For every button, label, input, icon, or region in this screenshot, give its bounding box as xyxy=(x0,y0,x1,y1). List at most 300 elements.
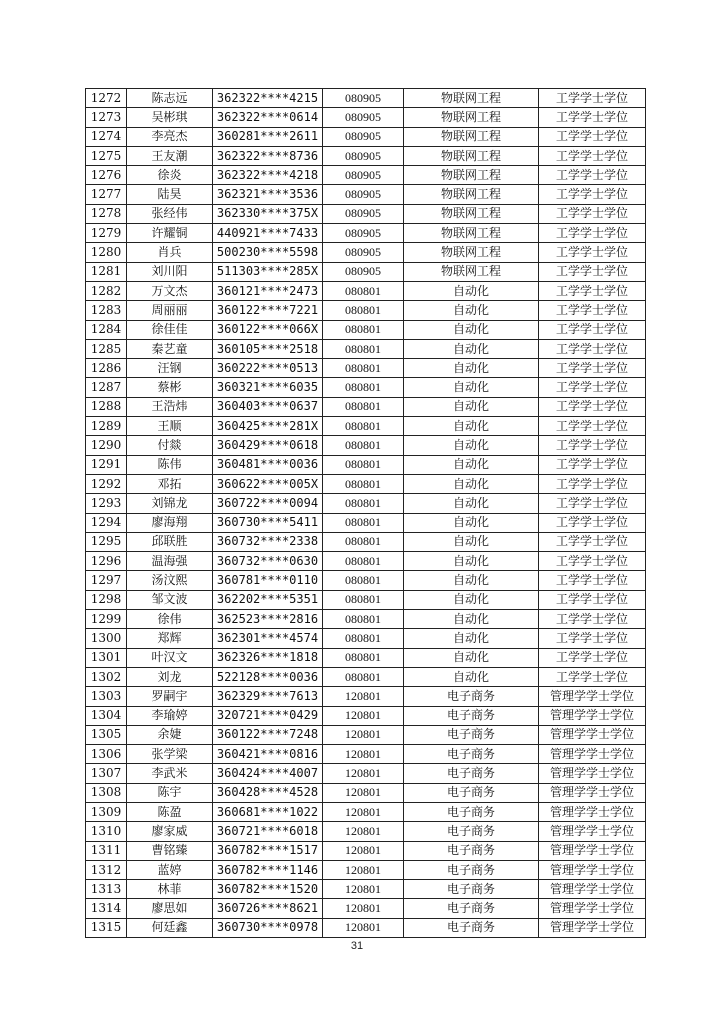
major-code-cell: 080905 xyxy=(323,146,404,165)
student-name-cell: 刘川阳 xyxy=(127,262,213,281)
row-number-cell: 1284 xyxy=(86,320,127,339)
major-code-cell: 080905 xyxy=(323,185,404,204)
table-row xyxy=(86,339,646,358)
row-number-cell: 1302 xyxy=(86,667,127,686)
major-name-cell: 自动化 xyxy=(404,301,539,320)
student-name-cell: 廖思如 xyxy=(127,899,213,918)
id-number-cell: 500230****5598 xyxy=(213,243,323,262)
id-number-cell: 362321****3536 xyxy=(213,185,323,204)
table-row xyxy=(86,89,646,108)
degree-cell: 工学学士学位 xyxy=(539,89,646,108)
row-number-cell: 1277 xyxy=(86,185,127,204)
degree-cell: 工学学士学位 xyxy=(539,378,646,397)
student-name-cell: 蓝婷 xyxy=(127,860,213,879)
row-number-cell: 1304 xyxy=(86,706,127,725)
table-row xyxy=(86,204,646,223)
degree-cell: 工学学士学位 xyxy=(539,359,646,378)
degree-cell: 工学学士学位 xyxy=(539,262,646,281)
id-number-cell: 362322****0614 xyxy=(213,108,323,127)
row-number-cell: 1296 xyxy=(86,552,127,571)
major-name-cell: 自动化 xyxy=(404,281,539,300)
major-name-cell: 自动化 xyxy=(404,417,539,436)
table-row xyxy=(86,281,646,300)
major-code-cell: 120801 xyxy=(323,899,404,918)
student-name-cell: 温海强 xyxy=(127,552,213,571)
major-name-cell: 电子商务 xyxy=(404,860,539,879)
major-code-cell: 120801 xyxy=(323,706,404,725)
row-number-cell: 1291 xyxy=(86,455,127,474)
major-code-cell: 120801 xyxy=(323,783,404,802)
degree-cell: 工学学士学位 xyxy=(539,281,646,300)
table-row xyxy=(86,571,646,590)
id-number-cell: 360424****4007 xyxy=(213,764,323,783)
row-number-cell: 1314 xyxy=(86,899,127,918)
row-number-cell: 1288 xyxy=(86,397,127,416)
id-number-cell: 360622****005X xyxy=(213,474,323,493)
student-name-cell: 刘龙 xyxy=(127,667,213,686)
degree-cell: 工学学士学位 xyxy=(539,417,646,436)
major-code-cell: 080905 xyxy=(323,166,404,185)
id-number-cell: 360721****6018 xyxy=(213,822,323,841)
degree-cell: 工学学士学位 xyxy=(539,127,646,146)
id-number-cell: 360782****1517 xyxy=(213,841,323,860)
table-row xyxy=(86,667,646,686)
row-number-cell: 1312 xyxy=(86,860,127,879)
major-code-cell: 080905 xyxy=(323,262,404,281)
student-name-cell: 刘锦龙 xyxy=(127,494,213,513)
id-number-cell: 362330****375X xyxy=(213,204,323,223)
major-name-cell: 自动化 xyxy=(404,455,539,474)
degree-cell: 工学学士学位 xyxy=(539,532,646,551)
table-row xyxy=(86,687,646,706)
degree-cell: 工学学士学位 xyxy=(539,436,646,455)
major-code-cell: 080801 xyxy=(323,281,404,300)
major-name-cell: 自动化 xyxy=(404,552,539,571)
row-number-cell: 1289 xyxy=(86,417,127,436)
major-name-cell: 物联网工程 xyxy=(404,146,539,165)
id-number-cell: 360281****2611 xyxy=(213,127,323,146)
row-number-cell: 1276 xyxy=(86,166,127,185)
student-name-cell: 李武米 xyxy=(127,764,213,783)
major-name-cell: 物联网工程 xyxy=(404,243,539,262)
table-row xyxy=(86,301,646,320)
major-name-cell: 自动化 xyxy=(404,494,539,513)
table-row xyxy=(86,610,646,629)
id-number-cell: 360481****0036 xyxy=(213,455,323,474)
student-name-cell: 张学梁 xyxy=(127,745,213,764)
id-number-cell: 360403****0637 xyxy=(213,397,323,416)
id-number-cell: 360781****0110 xyxy=(213,571,323,590)
major-code-cell: 080905 xyxy=(323,204,404,223)
major-name-cell: 电子商务 xyxy=(404,918,539,937)
student-name-cell: 何廷鑫 xyxy=(127,918,213,937)
degree-cell: 管理学学士学位 xyxy=(539,745,646,764)
major-code-cell: 120801 xyxy=(323,918,404,937)
row-number-cell: 1281 xyxy=(86,262,127,281)
id-number-cell: 360730****5411 xyxy=(213,513,323,532)
major-name-cell: 电子商务 xyxy=(404,880,539,899)
id-number-cell: 362326****1818 xyxy=(213,648,323,667)
major-code-cell: 080801 xyxy=(323,378,404,397)
major-code-cell: 080905 xyxy=(323,89,404,108)
id-number-cell: 362322****4218 xyxy=(213,166,323,185)
table-row xyxy=(86,552,646,571)
row-number-cell: 1280 xyxy=(86,243,127,262)
id-number-cell: 362322****8736 xyxy=(213,146,323,165)
major-name-cell: 电子商务 xyxy=(404,764,539,783)
major-code-cell: 080905 xyxy=(323,224,404,243)
row-number-cell: 1311 xyxy=(86,841,127,860)
row-number-cell: 1285 xyxy=(86,339,127,358)
table-row xyxy=(86,590,646,609)
major-code-cell: 080801 xyxy=(323,532,404,551)
major-code-cell: 080801 xyxy=(323,301,404,320)
degree-cell: 工学学士学位 xyxy=(539,166,646,185)
id-number-cell: 362322****4215 xyxy=(213,89,323,108)
student-name-cell: 汪钢 xyxy=(127,359,213,378)
major-code-cell: 080801 xyxy=(323,590,404,609)
major-name-cell: 自动化 xyxy=(404,629,539,648)
major-code-cell: 120801 xyxy=(323,725,404,744)
student-name-cell: 徐炎 xyxy=(127,166,213,185)
table-row xyxy=(86,436,646,455)
row-number-cell: 1305 xyxy=(86,725,127,744)
table-row xyxy=(86,262,646,281)
major-name-cell: 自动化 xyxy=(404,590,539,609)
row-number-cell: 1287 xyxy=(86,378,127,397)
table-row xyxy=(86,532,646,551)
major-name-cell: 电子商务 xyxy=(404,822,539,841)
major-name-cell: 电子商务 xyxy=(404,899,539,918)
student-name-cell: 廖家威 xyxy=(127,822,213,841)
degree-cell: 工学学士学位 xyxy=(539,667,646,686)
major-code-cell: 080905 xyxy=(323,127,404,146)
major-code-cell: 080905 xyxy=(323,243,404,262)
major-code-cell: 080801 xyxy=(323,629,404,648)
major-code-cell: 120801 xyxy=(323,880,404,899)
table-row xyxy=(86,783,646,802)
table-row xyxy=(86,764,646,783)
major-code-cell: 080801 xyxy=(323,648,404,667)
table-row xyxy=(86,474,646,493)
degree-cell: 工学学士学位 xyxy=(539,455,646,474)
degree-cell: 工学学士学位 xyxy=(539,648,646,667)
major-code-cell: 080801 xyxy=(323,571,404,590)
major-code-cell: 120801 xyxy=(323,687,404,706)
student-name-cell: 徐佳佳 xyxy=(127,320,213,339)
row-number-cell: 1299 xyxy=(86,610,127,629)
row-number-cell: 1279 xyxy=(86,224,127,243)
student-name-cell: 陈盈 xyxy=(127,802,213,821)
student-name-cell: 周丽丽 xyxy=(127,301,213,320)
major-name-cell: 电子商务 xyxy=(404,802,539,821)
major-name-cell: 电子商务 xyxy=(404,783,539,802)
major-code-cell: 120801 xyxy=(323,822,404,841)
student-name-cell: 王友潮 xyxy=(127,146,213,165)
degree-cell: 工学学士学位 xyxy=(539,552,646,571)
table-row xyxy=(86,918,646,937)
major-name-cell: 自动化 xyxy=(404,397,539,416)
table-row xyxy=(86,494,646,513)
row-number-cell: 1273 xyxy=(86,108,127,127)
major-name-cell: 自动化 xyxy=(404,667,539,686)
major-name-cell: 自动化 xyxy=(404,610,539,629)
id-number-cell: 362301****4574 xyxy=(213,629,323,648)
table-row xyxy=(86,629,646,648)
major-name-cell: 物联网工程 xyxy=(404,185,539,204)
major-name-cell: 物联网工程 xyxy=(404,89,539,108)
id-number-cell: 360732****2338 xyxy=(213,532,323,551)
id-number-cell: 440921****7433 xyxy=(213,224,323,243)
id-number-cell: 362202****5351 xyxy=(213,590,323,609)
major-name-cell: 物联网工程 xyxy=(404,224,539,243)
table-row xyxy=(86,725,646,744)
degree-cell: 工学学士学位 xyxy=(539,474,646,493)
student-name-cell: 邓拓 xyxy=(127,474,213,493)
degree-cell: 管理学学士学位 xyxy=(539,706,646,725)
id-number-cell: 362329****7613 xyxy=(213,687,323,706)
major-name-cell: 电子商务 xyxy=(404,706,539,725)
student-name-cell: 许耀铜 xyxy=(127,224,213,243)
major-code-cell: 080801 xyxy=(323,494,404,513)
table-row xyxy=(86,320,646,339)
student-name-cell: 张经伟 xyxy=(127,204,213,223)
student-name-cell: 蔡彬 xyxy=(127,378,213,397)
row-number-cell: 1278 xyxy=(86,204,127,223)
table-row xyxy=(86,146,646,165)
major-code-cell: 080801 xyxy=(323,474,404,493)
major-name-cell: 电子商务 xyxy=(404,841,539,860)
student-name-cell: 陈伟 xyxy=(127,455,213,474)
degree-cell: 工学学士学位 xyxy=(539,629,646,648)
major-code-cell: 080801 xyxy=(323,397,404,416)
table-row xyxy=(86,185,646,204)
id-number-cell: 360421****0816 xyxy=(213,745,323,764)
row-number-cell: 1283 xyxy=(86,301,127,320)
table-row xyxy=(86,378,646,397)
row-number-cell: 1315 xyxy=(86,918,127,937)
major-name-cell: 自动化 xyxy=(404,532,539,551)
student-name-cell: 汤汶熙 xyxy=(127,571,213,590)
row-number-cell: 1310 xyxy=(86,822,127,841)
degree-cell: 工学学士学位 xyxy=(539,185,646,204)
degree-cell: 工学学士学位 xyxy=(539,339,646,358)
id-number-cell: 360730****0978 xyxy=(213,918,323,937)
student-name-cell: 曹铭臻 xyxy=(127,841,213,860)
major-name-cell: 自动化 xyxy=(404,378,539,397)
degree-cell: 工学学士学位 xyxy=(539,397,646,416)
degree-cell: 管理学学士学位 xyxy=(539,822,646,841)
major-code-cell: 080801 xyxy=(323,552,404,571)
major-name-cell: 物联网工程 xyxy=(404,166,539,185)
table-row xyxy=(86,745,646,764)
degree-cell: 管理学学士学位 xyxy=(539,783,646,802)
degree-cell: 管理学学士学位 xyxy=(539,899,646,918)
major-name-cell: 物联网工程 xyxy=(404,204,539,223)
id-number-cell: 360726****8621 xyxy=(213,899,323,918)
major-name-cell: 物联网工程 xyxy=(404,108,539,127)
major-name-cell: 自动化 xyxy=(404,648,539,667)
major-code-cell: 080801 xyxy=(323,513,404,532)
major-name-cell: 自动化 xyxy=(404,571,539,590)
major-code-cell: 080801 xyxy=(323,455,404,474)
id-number-cell: 360425****281X xyxy=(213,417,323,436)
student-name-cell: 王顺 xyxy=(127,417,213,436)
row-number-cell: 1308 xyxy=(86,783,127,802)
table-body xyxy=(86,89,646,938)
table-row xyxy=(86,513,646,532)
major-code-cell: 120801 xyxy=(323,764,404,783)
id-number-cell: 362523****2816 xyxy=(213,610,323,629)
table-row xyxy=(86,455,646,474)
major-code-cell: 080905 xyxy=(323,108,404,127)
degree-cell: 工学学士学位 xyxy=(539,146,646,165)
id-number-cell: 360722****0094 xyxy=(213,494,323,513)
student-name-cell: 付燚 xyxy=(127,436,213,455)
student-name-cell: 徐伟 xyxy=(127,610,213,629)
major-code-cell: 120801 xyxy=(323,860,404,879)
major-name-cell: 自动化 xyxy=(404,320,539,339)
id-number-cell: 360782****1520 xyxy=(213,880,323,899)
table-row xyxy=(86,127,646,146)
row-number-cell: 1295 xyxy=(86,532,127,551)
row-number-cell: 1292 xyxy=(86,474,127,493)
row-number-cell: 1300 xyxy=(86,629,127,648)
student-name-cell: 李瑜婷 xyxy=(127,706,213,725)
major-name-cell: 自动化 xyxy=(404,513,539,532)
student-name-cell: 叶汉文 xyxy=(127,648,213,667)
major-name-cell: 电子商务 xyxy=(404,687,539,706)
major-code-cell: 120801 xyxy=(323,745,404,764)
table-row xyxy=(86,243,646,262)
row-number-cell: 1313 xyxy=(86,880,127,899)
student-name-cell: 陆昊 xyxy=(127,185,213,204)
degree-cell: 管理学学士学位 xyxy=(539,918,646,937)
id-number-cell: 522128****0036 xyxy=(213,667,323,686)
major-code-cell: 120801 xyxy=(323,802,404,821)
degree-cell: 工学学士学位 xyxy=(539,513,646,532)
id-number-cell: 360732****0630 xyxy=(213,552,323,571)
degree-cell: 管理学学士学位 xyxy=(539,880,646,899)
degree-cell: 管理学学士学位 xyxy=(539,860,646,879)
degree-cell: 管理学学士学位 xyxy=(539,802,646,821)
row-number-cell: 1274 xyxy=(86,127,127,146)
degree-cell: 工学学士学位 xyxy=(539,108,646,127)
table-row xyxy=(86,648,646,667)
degree-cell: 工学学士学位 xyxy=(539,320,646,339)
table-row xyxy=(86,802,646,821)
table-row xyxy=(86,224,646,243)
major-name-cell: 物联网工程 xyxy=(404,262,539,281)
row-number-cell: 1293 xyxy=(86,494,127,513)
row-number-cell: 1294 xyxy=(86,513,127,532)
major-name-cell: 自动化 xyxy=(404,436,539,455)
id-number-cell: 360782****1146 xyxy=(213,860,323,879)
row-number-cell: 1272 xyxy=(86,89,127,108)
major-name-cell: 自动化 xyxy=(404,474,539,493)
row-number-cell: 1297 xyxy=(86,571,127,590)
table-row xyxy=(86,860,646,879)
major-name-cell: 自动化 xyxy=(404,339,539,358)
student-name-cell: 秦艺童 xyxy=(127,339,213,358)
id-number-cell: 511303****285X xyxy=(213,262,323,281)
student-name-cell: 吴彬琪 xyxy=(127,108,213,127)
id-number-cell: 360222****0513 xyxy=(213,359,323,378)
student-name-cell: 邹文波 xyxy=(127,590,213,609)
major-name-cell: 电子商务 xyxy=(404,725,539,744)
degree-cell: 工学学士学位 xyxy=(539,224,646,243)
id-number-cell: 360121****2473 xyxy=(213,281,323,300)
major-code-cell: 080801 xyxy=(323,339,404,358)
student-name-cell: 罗嗣宇 xyxy=(127,687,213,706)
major-code-cell: 120801 xyxy=(323,841,404,860)
major-name-cell: 自动化 xyxy=(404,359,539,378)
table-row xyxy=(86,706,646,725)
degree-cell: 管理学学士学位 xyxy=(539,725,646,744)
major-code-cell: 080801 xyxy=(323,417,404,436)
table-row xyxy=(86,899,646,918)
major-name-cell: 电子商务 xyxy=(404,745,539,764)
row-number-cell: 1307 xyxy=(86,764,127,783)
degree-cell: 工学学士学位 xyxy=(539,590,646,609)
student-name-cell: 肖兵 xyxy=(127,243,213,262)
degree-cell: 工学学士学位 xyxy=(539,494,646,513)
row-number-cell: 1286 xyxy=(86,359,127,378)
id-number-cell: 360321****6035 xyxy=(213,378,323,397)
student-name-cell: 王浩炜 xyxy=(127,397,213,416)
student-name-cell: 万文杰 xyxy=(127,281,213,300)
degree-cell: 管理学学士学位 xyxy=(539,687,646,706)
major-code-cell: 080801 xyxy=(323,610,404,629)
student-name-cell: 陈志远 xyxy=(127,89,213,108)
table-row xyxy=(86,397,646,416)
degree-roster-table xyxy=(85,88,646,938)
major-code-cell: 080801 xyxy=(323,436,404,455)
id-number-cell: 360122****066X xyxy=(213,320,323,339)
degree-cell: 管理学学士学位 xyxy=(539,841,646,860)
degree-cell: 管理学学士学位 xyxy=(539,764,646,783)
id-number-cell: 360105****2518 xyxy=(213,339,323,358)
page-number: 31 xyxy=(350,940,364,952)
row-number-cell: 1275 xyxy=(86,146,127,165)
student-name-cell: 李亮杰 xyxy=(127,127,213,146)
student-name-cell: 郑辉 xyxy=(127,629,213,648)
table-row xyxy=(86,880,646,899)
degree-cell: 工学学士学位 xyxy=(539,571,646,590)
row-number-cell: 1290 xyxy=(86,436,127,455)
table-row xyxy=(86,108,646,127)
row-number-cell: 1298 xyxy=(86,590,127,609)
id-number-cell: 360122****7248 xyxy=(213,725,323,744)
id-number-cell: 360681****1022 xyxy=(213,802,323,821)
major-code-cell: 080801 xyxy=(323,359,404,378)
table-row xyxy=(86,417,646,436)
id-number-cell: 360429****0618 xyxy=(213,436,323,455)
row-number-cell: 1309 xyxy=(86,802,127,821)
major-name-cell: 物联网工程 xyxy=(404,127,539,146)
student-name-cell: 余婕 xyxy=(127,725,213,744)
student-name-cell: 廖海翔 xyxy=(127,513,213,532)
student-name-cell: 邱联胜 xyxy=(127,532,213,551)
degree-cell: 工学学士学位 xyxy=(539,204,646,223)
student-name-cell: 林菲 xyxy=(127,880,213,899)
row-number-cell: 1303 xyxy=(86,687,127,706)
degree-cell: 工学学士学位 xyxy=(539,301,646,320)
table-row xyxy=(86,166,646,185)
table-row xyxy=(86,822,646,841)
degree-cell: 工学学士学位 xyxy=(539,610,646,629)
id-number-cell: 360122****7221 xyxy=(213,301,323,320)
